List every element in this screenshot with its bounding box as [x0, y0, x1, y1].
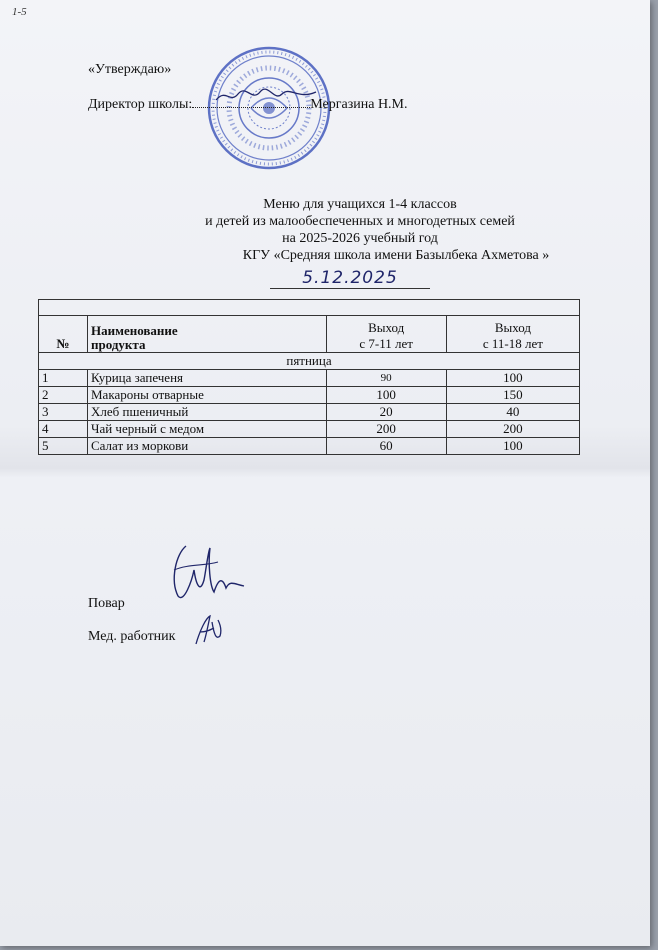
row-yield-7-11: 100: [326, 387, 446, 404]
row-yield-7-11: 60: [326, 438, 446, 455]
table-row: [39, 404, 580, 421]
cook-signature-icon: [148, 540, 248, 610]
title-line-4: КГУ «Средняя школа имени Базылбека Ахметова »: [242, 248, 550, 263]
corner-note: 1-5: [12, 6, 27, 18]
table-blank-row: [39, 300, 580, 316]
row-product: Чай черный с медом: [88, 421, 327, 438]
row-yield-7-11: 90: [326, 370, 446, 387]
director-name: Мергазина Н.М.: [310, 97, 408, 112]
header-yield-11-18: [446, 316, 579, 353]
director-label: Директор школы:: [88, 97, 193, 112]
menu-table: [38, 299, 580, 455]
day-label: пятница: [39, 353, 580, 370]
row-product: Макароны отварные: [88, 387, 327, 404]
table-row: [39, 387, 580, 404]
handwritten-date: 5.12.2025: [270, 268, 430, 289]
row-number: 1: [39, 370, 88, 387]
row-yield-7-11: 20: [326, 404, 446, 421]
header-yield-7-11: [326, 316, 446, 353]
header-yield-11-18-line2: с 11-18 лет: [482, 336, 543, 351]
medical-worker-label: Мед. работник: [88, 629, 176, 644]
row-number: 3: [39, 404, 88, 421]
row-product: Салат из моркови: [88, 438, 327, 455]
row-yield-11-18: 100: [446, 438, 579, 455]
row-number: 4: [39, 421, 88, 438]
row-yield-11-18: 100: [446, 370, 579, 387]
row-yield-7-11: 200: [326, 421, 446, 438]
header-yield-7-11-line1: Выход: [368, 320, 405, 335]
table-row: [39, 370, 580, 387]
row-number: 5: [39, 438, 88, 455]
cook-label: Повар: [88, 596, 125, 611]
menu-title: [150, 196, 570, 264]
table-row: [39, 421, 580, 438]
table-row: [39, 438, 580, 455]
header-product-line1: Наименование: [91, 323, 178, 338]
row-yield-11-18: 200: [446, 421, 579, 438]
row-product: Курица запеченя: [88, 370, 327, 387]
row-yield-11-18: 150: [446, 387, 579, 404]
title-line-2: и детей из малообеспеченных и многодетных семей: [205, 214, 515, 229]
header-number: №: [39, 316, 88, 353]
table-header-row: [39, 316, 580, 353]
approval-heading: «Утверждаю»: [88, 62, 172, 77]
director-line: [88, 95, 408, 113]
header-product: [88, 316, 327, 353]
day-row: [39, 353, 580, 370]
title-line-1: Меню для учащихся 1-4 классов: [263, 197, 457, 212]
header-product-line2: продукта: [91, 337, 146, 352]
medic-signature-icon: [190, 610, 226, 650]
header-yield-7-11-line2: с 7-11 лет: [359, 336, 413, 351]
row-yield-11-18: 40: [446, 404, 579, 421]
header-yield-11-18-line1: Выход: [494, 320, 531, 335]
row-number: 2: [39, 387, 88, 404]
signature-line: [192, 95, 310, 108]
row-product: Хлеб пшеничный: [88, 404, 327, 421]
title-line-3: на 2025-2026 учебный год: [282, 231, 438, 246]
